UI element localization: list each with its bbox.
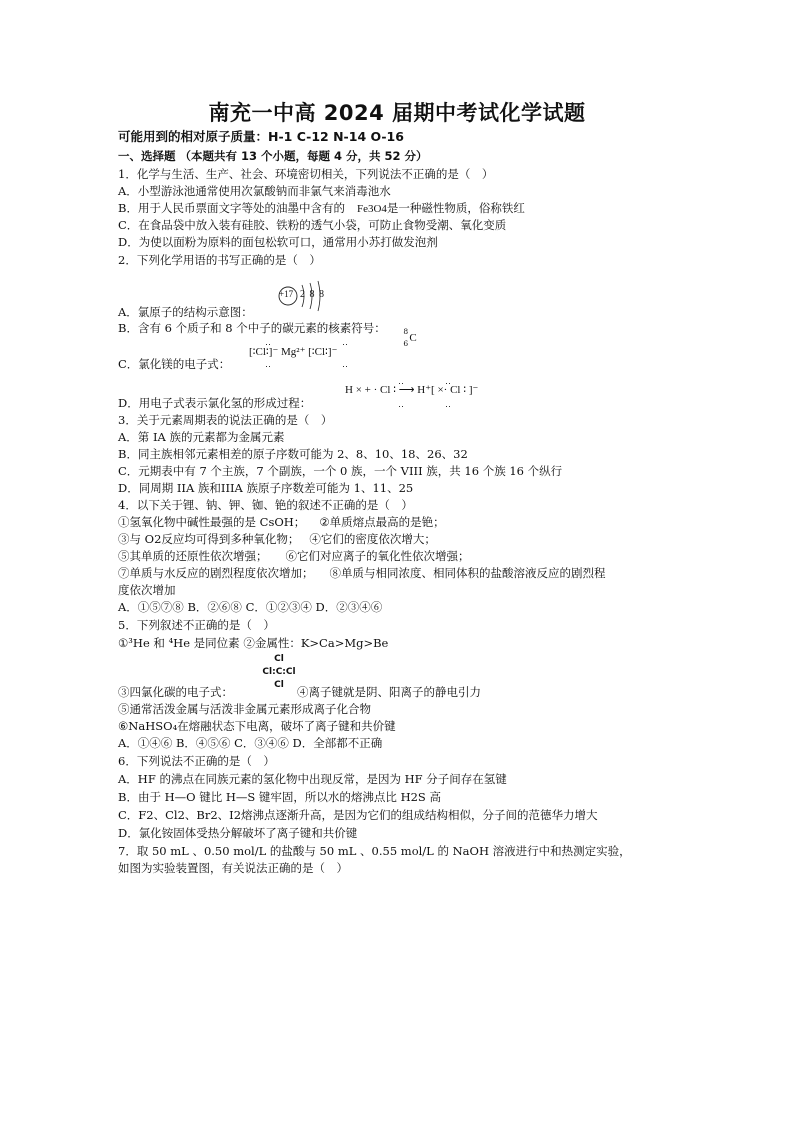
q7-stem-continued: 如图为实验装置图，有关说法正确的是（ ）	[118, 861, 348, 875]
q1-option-d: D．为使以面粉为原料的面包松软可口，通常用小苏打做发泡剂	[118, 235, 438, 249]
q4-statement-row: ⑤其单质的还原性依次增强； ⑥它们对应离子的氧化性依次增强；	[118, 549, 470, 563]
q3-option-d: D．同周期 IIA 族和IIIA 族原子序数差可能为 1、11、25	[118, 481, 414, 495]
q4-statement-row: 度依次增加	[118, 583, 176, 597]
q4-options: A．①⑤⑦⑧ B．②⑥⑧ C．①②③④ D．②③④⑥	[118, 600, 383, 614]
q7-stem: 7．取 50 mL 、0.50 mol/L 的盐酸与 50 mL 、0.55 mol/L 的 NaOH 溶液进行中和热测定实验，	[118, 844, 631, 858]
nucleus-charge: +17	[279, 289, 294, 299]
q5-options: A．①④⑥ B．④⑤⑥ C．③④⑥ D．全部都不正确	[118, 736, 383, 750]
q2-option-a: A．氯原子的结构示意图：	[118, 305, 253, 319]
hcl-formation-formula: H × + · Cl ∶ ⟶ H⁺[ ×· Cl ∶ ]⁻	[345, 384, 479, 396]
section-heading: 一、选择题 （本题共有 13 个小题，每题 4 分，共 52 分）	[118, 149, 428, 163]
chlorine-atom-diagram	[278, 279, 330, 313]
q3-option-b: B．同主族相邻元素相差的原子序数可能为 2、8、10、18、26、32	[118, 447, 468, 461]
q6-option-c: C．F2、Cl2、Br2、I2熔沸点逐渐升高，是因为它们的组成结构相似，分子间的范德华力增大	[118, 808, 598, 822]
q2-option-d: D．用电子式表示氯化氢的形成过程：	[118, 396, 312, 410]
q5-statement-row: ③四氯化碳的电子式： ④离子键就是阴、阳离子的静电引力	[118, 685, 481, 699]
q5-statement-row: ①³He 和 ⁴He 是同位素 ②金属性：K>Ca>Mg>Be	[118, 636, 389, 650]
q1-option-b: B．用于人民币票面文字等处的油墨中含有的 Fe3O4是一种磁性物质，俗称铁红	[118, 201, 525, 215]
q1-stem: 1．化学与生活、生产、社会、环境密切相关，下列说法不正确的是（ ）	[118, 167, 494, 181]
mgcl2-electron-formula: [∶Cl∶]⁻ Mg²⁺ [∶Cl∶]⁻	[249, 346, 338, 358]
q2-option-c: C．氯化镁的电子式：	[118, 357, 231, 371]
q1-option-a: A．小型游泳池通常使用次氯酸钠而非氯气来消毒池水	[118, 184, 391, 198]
q5-stem: 5．下列叙述不正确的是（ ）	[118, 618, 275, 632]
electron-shells: 2 8 8	[300, 289, 325, 300]
q4-statement-row: ⑦单质与水反应的剧烈程度依次增加； ⑧单质与相同浓度、相同体积的盐酸溶液反应的剧烈程	[118, 566, 606, 580]
ccl4-electron-diagram: Cl Cl:C:Cl Cl	[262, 654, 296, 690]
q2-stem: 2．下列化学用语的书写正确的是（ ）	[118, 253, 321, 267]
q6-option-d: D．氯化铵固体受热分解破坏了离子键和共价键	[118, 826, 358, 840]
q1-option-c: C．在食品袋中放入装有硅胶、铁粉的透气小袋，可防止食物受潮、氧化变质	[118, 218, 507, 232]
q3-stem: 3．关于元素周期表的说法正确的是（ ）	[118, 413, 333, 427]
q4-statement-row: ①氢氧化物中碱性最强的是 CsOH； ②单质熔点最高的是铯；	[118, 515, 445, 529]
q6-option-a: A．HF 的沸点在同族元素的氢化物中出现反常，是因为 HF 分子间存在氢键	[118, 772, 507, 786]
element-symbol: C	[409, 332, 417, 344]
atomic-number: 6	[403, 339, 409, 348]
q2-option-b: B．含有 6 个质子和 8 个中子的碳元素的核素符号： 8 6 C	[118, 320, 423, 336]
q6-option-b: B．由于 H—O 键比 H—S 键牢固，所以水的熔沸点比 H2S 高	[118, 790, 441, 804]
q3-option-a: A．第 IA 族的元素都为金属元素	[118, 430, 285, 444]
mass-number: 8	[403, 327, 409, 336]
q6-stem: 6．下列说法不正确的是（ ）	[118, 754, 275, 768]
q5-statement-row: ⑤通常活泼金属与活泼非金属元素形成离子化合物	[118, 702, 371, 716]
q3-option-c: C．元期表中有 7 个主族，7 个副族，一个 0 族，一个 VIII 族，共 16 个族 16 个纵行	[118, 464, 563, 478]
exam-page: 南充一中高 2024 届期中考试化学试题 可能用到的相对原子质量：H-1 C-12 N-14 O-16 一、选择题 （本题共有 13 个小题，每题 4 分，共 52 分） 1．化学与生活、生产、社会、环境密切相关，下列说法不正确的是（ ） A．小型游泳池通常使用次氯酸钠而非氯气来消毒池水 B．用于人民币票面文字等处的油墨中含有的 Fe3O4是一种磁性物质，俗称铁红 C．在食品袋中放入装有硅胶、铁粉的透气小袋，可防止食物受潮、氧化变质 D．为使以面粉为原料的面包松软可口，通常用小苏打做发泡剂 2．下列化学用语的书写正确的是（ ） +17 2 8 8 A．氯原子的结构示意图： B．含有 6 个质子和 8 个中子的碳元素的核素符号： 8 6 C ‥ ‥ [∶Cl∶]⁻ Mg²⁺ [∶Cl∶]⁻ ‥ ‥ C．氯化镁的电子式： ‥ ‥ H × + · Cl ∶ ⟶ H⁺[ ×· Cl ∶ ]⁻ ‥ ‥ D．用电子式表示氯化氢的形成过程： 3．关于元素周期表的说法正确的是（ ） A．第 IA 族的元素都为金属元素 B．同主族相邻元素相差的原子序数可能为 2、8、10、18、26、32 C．元期表中有 7 个主族，7 个副族，一个 0 族，一个 VIII 族，共 16 个族 16 个纵行 D．同周期 IIA 族和IIIA 族原子序数差可能为 1、11、25 4．以下关于锂、钠、钾、铷、铯的叙述不正确的是（ ） ①氢氧化物中碱性最强的是 CsOH； ②单质熔点最高的是铯； ③与 O2反应均可得到多种氧化物； ④它们的密度依次增大； ⑤其单质的还原性依次增强； ⑥它们对应离子的氧化性依次增强； ⑦单质与水反应的剧烈程度依次增加； ⑧单质与相同浓度、相同体积的盐酸溶液反应的剧烈程 度依次增加 A．①⑤⑦⑧ B．②⑥⑧ C．①②③④ D．②③④⑥ 5．下列叙述不正确的是（ ） ①³He 和 ⁴He 是同位素 ②金属性：K>Ca>Mg>Be Cl Cl:C:Cl Cl ③四氯化碳的电子式： ④离子键就是阴、阳离子的静电引力 ⑤通常活泼金属与活泼非金属元素形成离子化合物 ⑥NaHSO₄在熔融状态下电离，破坏了离子键和共价键 A．①④⑥ B．④⑤⑥ C．③④⑥ D．全部都不正确 6．下列说法不正确的是（ ） A．HF 的沸点在同族元素的氢化物中出现反常，是因为 HF 分子间存在氢键 B．由于 H—O 键比 H—S 键牢固，所以水的熔沸点比 H2S 高 C．F2、Cl2、Br2、I2熔沸点逐渐升高，是因为它们的组成结构相似，分子间的范德华力增大 D．氯化铵固体受热分解破坏了离子键和共价键 7．取 50 mL 、0.50 mol/L 的盐酸与 50 mL 、0.55 mol/L 的 NaOH 溶液进行中和热测定实验， 如图为实验装置图，有关说法正确的是（ ）	[0, 0, 794, 1123]
page-title: 南充一中高 2024 届期中考试化学试题	[208, 101, 586, 125]
q4-statement-row: ③与 O2反应均可得到多种氧化物； ④它们的密度依次增大；	[118, 532, 436, 546]
q4-stem: 4．以下关于锂、钠、钾、铷、铯的叙述不正确的是（ ）	[118, 498, 413, 512]
atomic-masses: 可能用到的相对原子质量：H-1 C-12 N-14 O-16	[118, 129, 404, 144]
q5-statement-row: ⑥NaHSO₄在熔融状态下电离，破坏了离子键和共价键	[118, 719, 396, 733]
